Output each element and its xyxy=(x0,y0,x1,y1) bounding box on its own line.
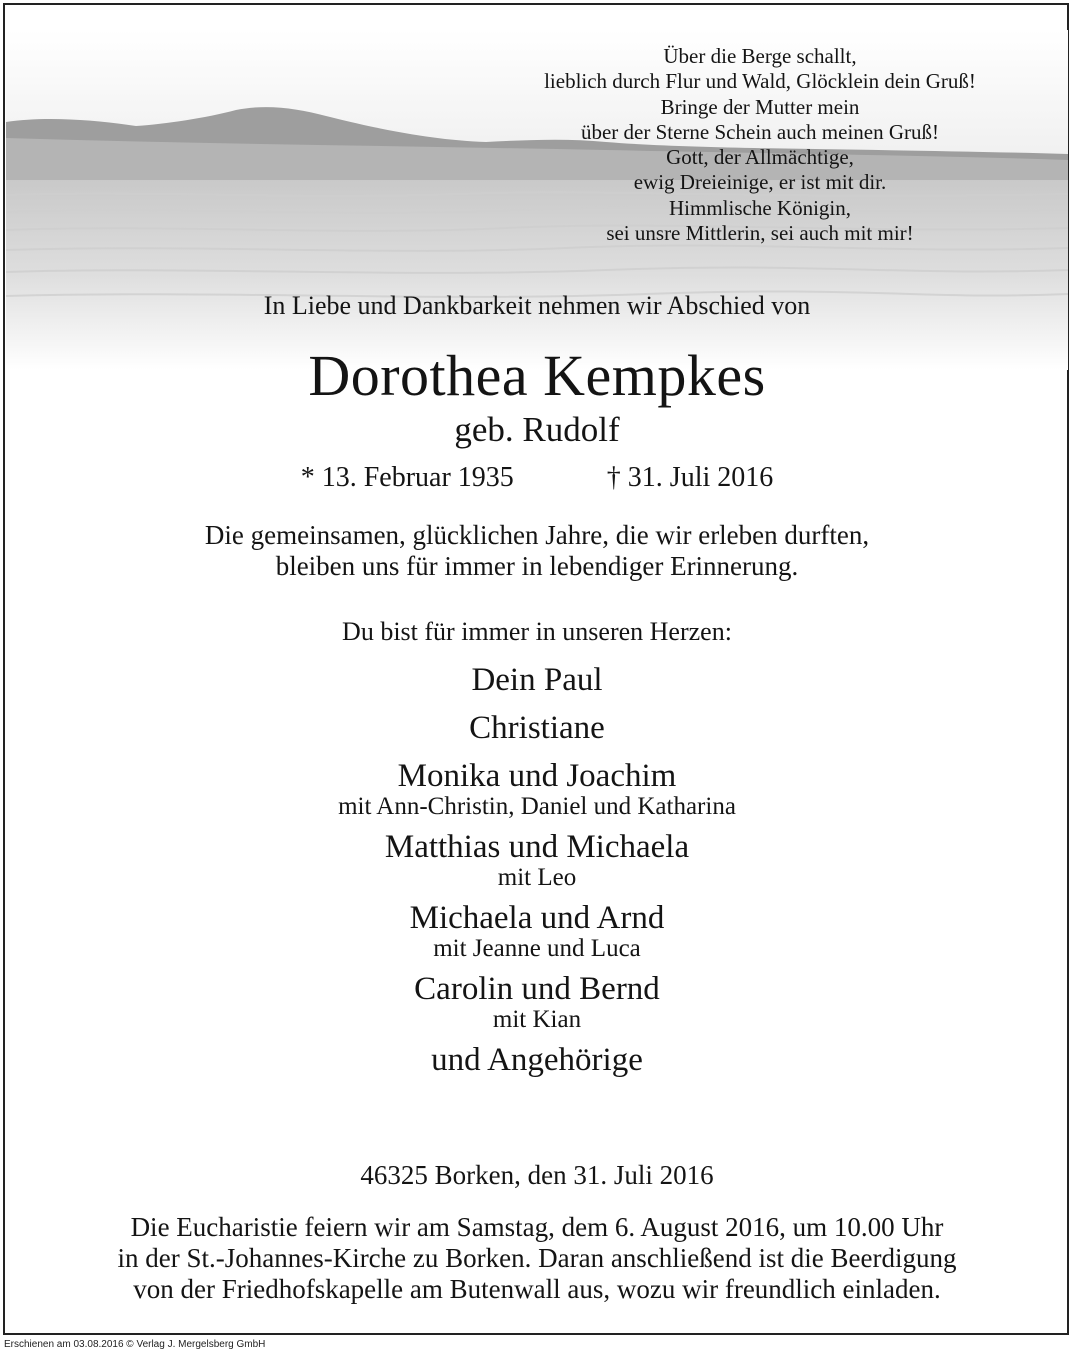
poem-line: Himmlische Königin, xyxy=(669,195,851,220)
service-info xyxy=(0,1212,1074,1305)
publication-footer: Erschienen am 03.08.2016 © Verlag J. Mergelsberg GmbH xyxy=(4,1339,266,1350)
family-member: Monika und Joachim xyxy=(397,758,677,794)
family-list xyxy=(0,660,1074,1080)
family-member: Carolin und Bernd xyxy=(414,971,660,1007)
family-children: mit Kian xyxy=(492,1006,582,1033)
service-line: in der St.-Johannes-Kirche zu Borken. Daran anschließend ist die Beerdigung xyxy=(117,1243,957,1273)
poem-line: Gott, der Allmächtige, xyxy=(666,145,854,170)
deceased-name: Dorothea Kempkes xyxy=(308,343,766,408)
place-date: 46325 Borken, den 31. Juli 2016 xyxy=(360,1160,714,1190)
poem-line: ewig Dreieinige, er ist mit dir. xyxy=(633,170,887,195)
poem-line: über der Sterne Schein auch meinen Gruß! xyxy=(580,119,940,144)
poem-line: Über die Berge schallt, xyxy=(663,44,857,68)
family-relatives: und Angehörige xyxy=(431,1042,643,1078)
family-member: Dein Paul xyxy=(471,662,603,698)
family-children: mit Jeanne und Luca xyxy=(433,935,641,962)
family-children: mit Ann-Christin, Daniel und Katharina xyxy=(338,793,736,820)
heart-line: Du bist für immer in unseren Herzen: xyxy=(342,617,732,646)
service-line: Die Eucharistie feiern wir am Samstag, dem 6. August 2016, um 10.00 Uhr xyxy=(130,1212,944,1242)
poem xyxy=(480,44,1040,246)
death-date: † 31. Juli 2016 xyxy=(606,462,774,493)
memory-text xyxy=(0,520,1074,582)
family-member: Christiane xyxy=(469,710,605,746)
service-line: von der Friedhofskapelle am Butenwall aus, wozu wir freundlich einladen. xyxy=(133,1274,941,1304)
life-dates xyxy=(0,462,1074,494)
memory-line: Die gemeinsamen, glücklichen Jahre, die wir erleben durften, xyxy=(204,520,870,550)
family-member: Michaela und Arnd xyxy=(409,900,665,936)
poem-line: Bringe der Mutter mein xyxy=(660,94,860,119)
family-member: Matthias und Michaela xyxy=(384,829,690,865)
memory-line: bleiben uns für immer in lebendiger Erinnerung. xyxy=(275,551,799,581)
birth-date: * 13. Februar 1935 xyxy=(300,462,514,493)
birth-name: geb. Rudolf xyxy=(454,410,620,449)
poem-line: lieblich durch Flur und Wald, Glöcklein dein Gruß! xyxy=(544,69,976,94)
family-children: mit Leo xyxy=(497,864,577,891)
intro-text: In Liebe und Dankbarkeit nehmen wir Abschied von xyxy=(263,291,811,320)
poem-line: sei unsre Mittlerin, sei auch mit mir! xyxy=(606,221,914,246)
